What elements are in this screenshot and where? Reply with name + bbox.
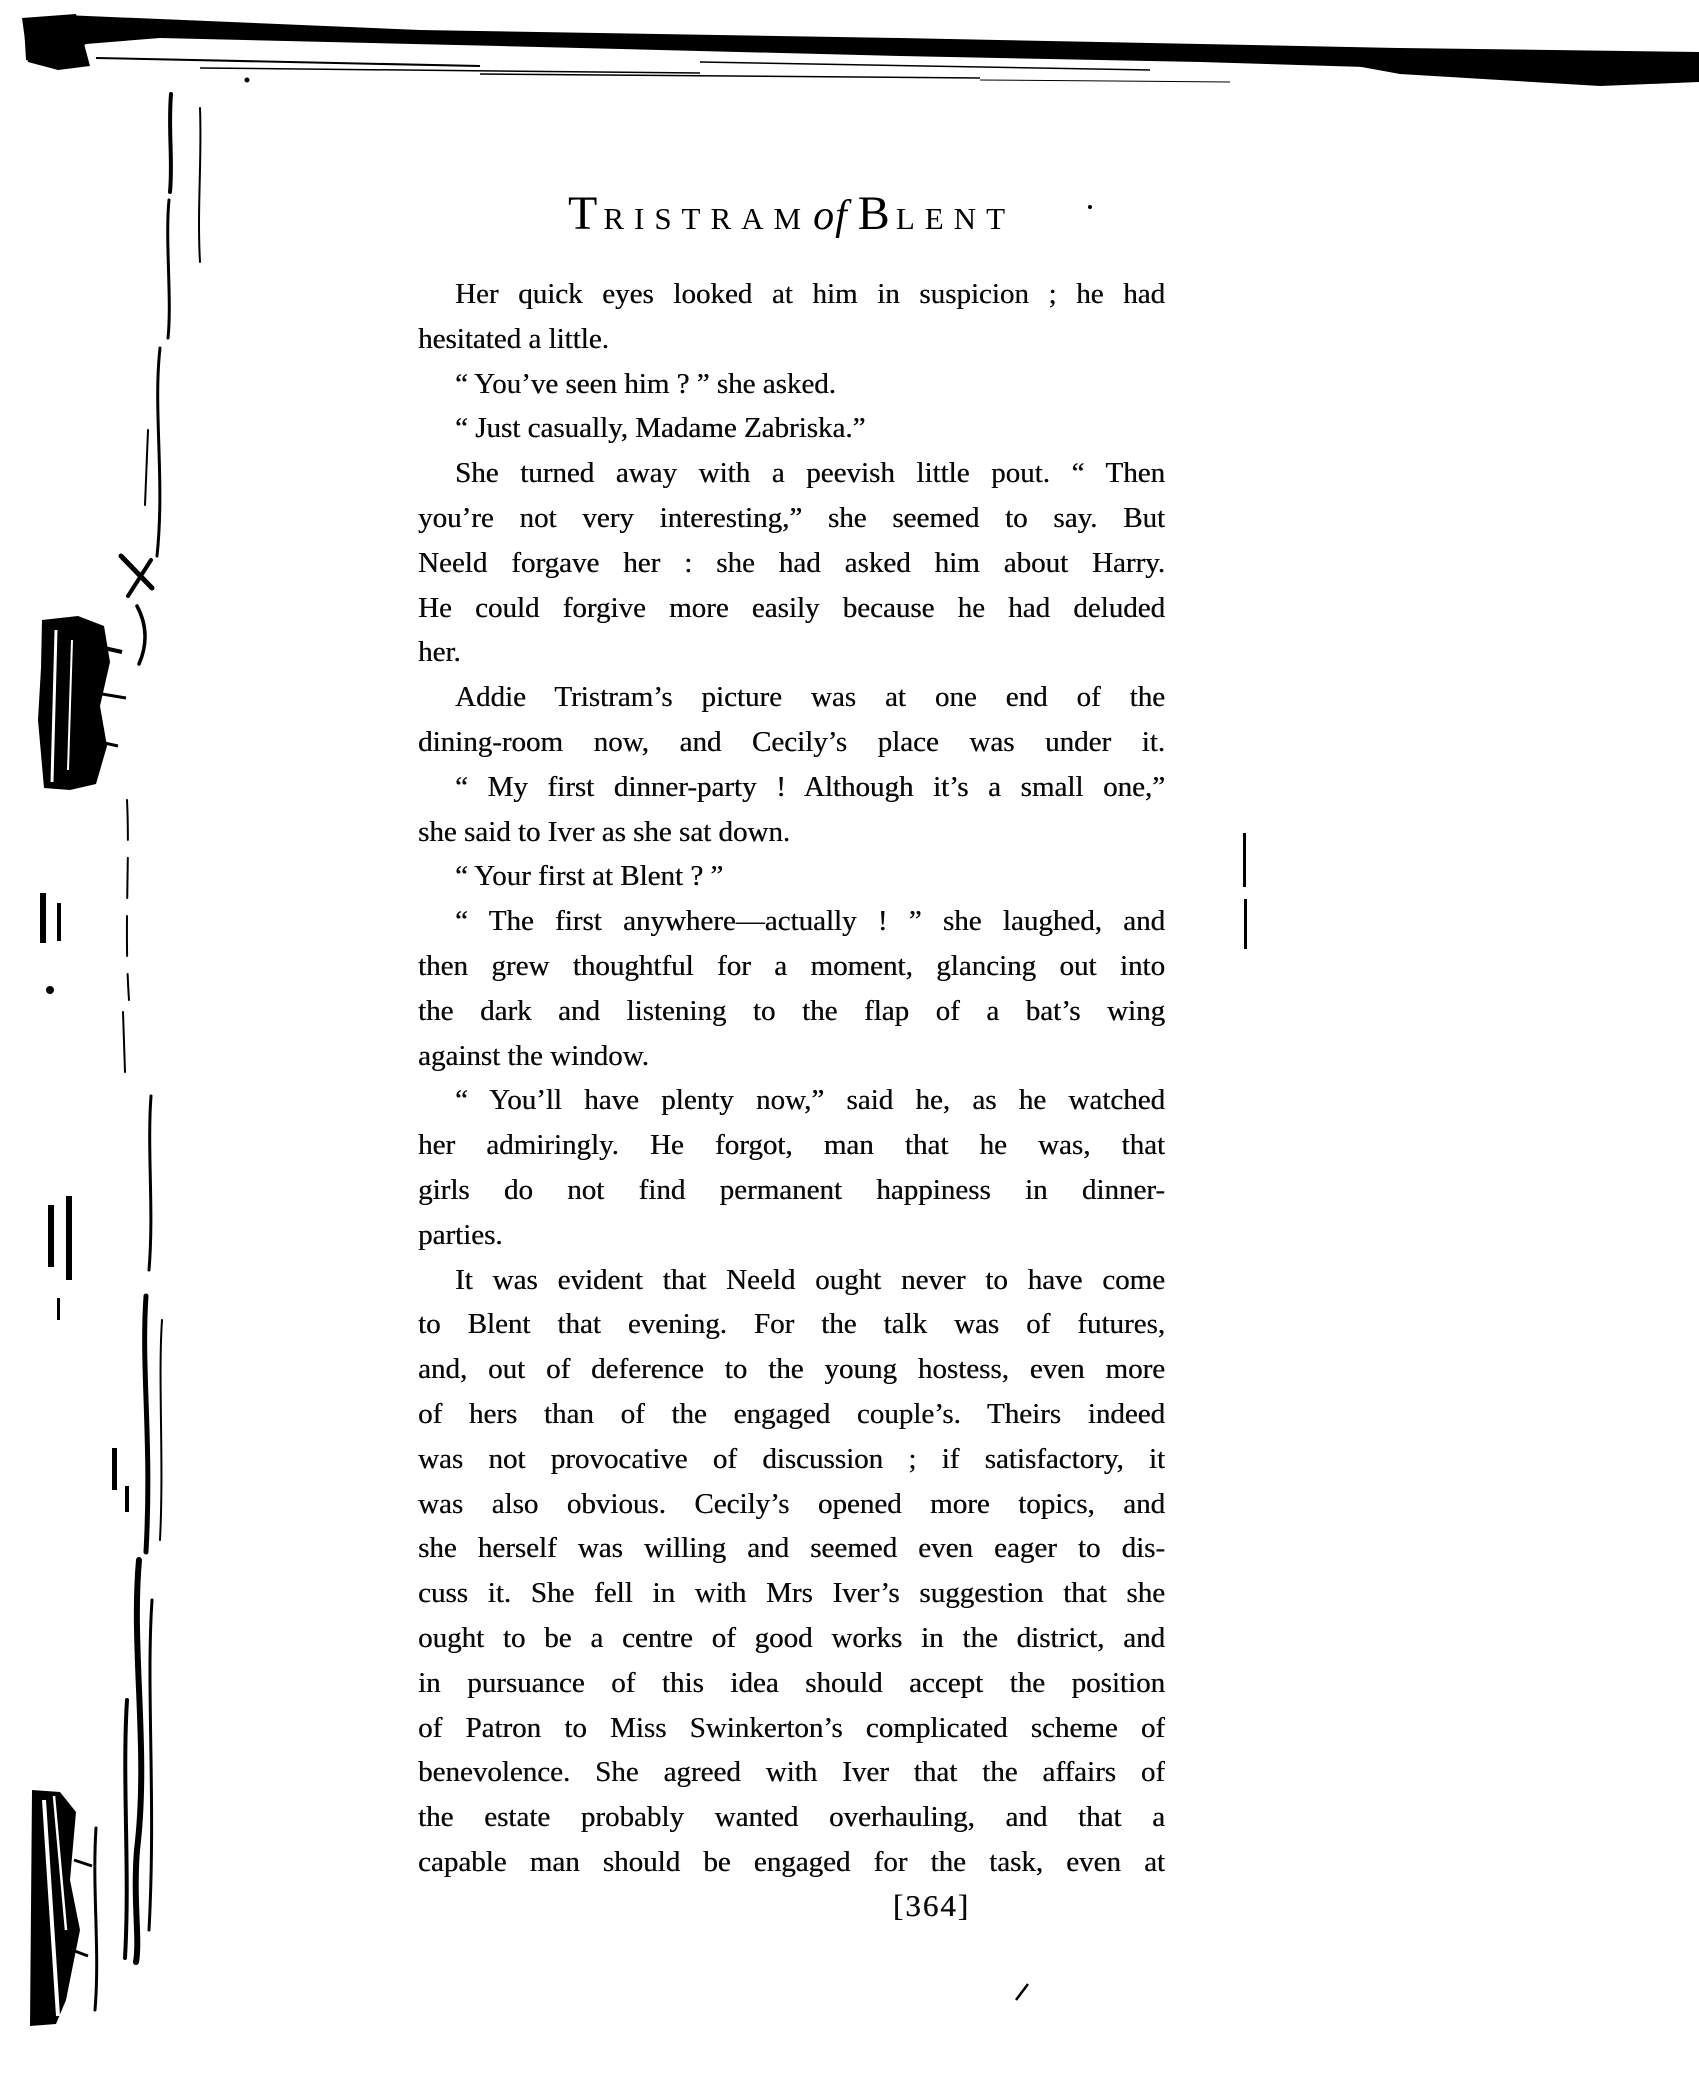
text-line-34: benevolence. She agreed with Iver that the affairs of [418, 1756, 1165, 1789]
text-line-19: “ You’ll have plenty now,” said he, as he watched [455, 1084, 1165, 1117]
title-word-blent: LENT [895, 201, 1016, 236]
text-line-20: her admiringly. He forgot, man that he was, that [418, 1129, 1165, 1162]
text-line-18: against the window. [418, 1039, 649, 1072]
scan-artifact-ink-blob-upper [38, 616, 126, 790]
page-title [418, 186, 1165, 241]
text-line-5: She turned away with a peevish little pout. “ Then [455, 457, 1165, 490]
text-line-22: parties. [418, 1218, 503, 1251]
title-word-of: of [813, 193, 848, 239]
text-line-4: “ Just casually, Madame Zabriska.” [455, 412, 866, 445]
text-line-36: capable man should be engaged for the task, even at [418, 1845, 1165, 1878]
text-line-29: she herself was willing and seemed even eager to dis- [418, 1532, 1165, 1565]
text-line-25: and, out of deference to the young hostess, even more [418, 1353, 1165, 1386]
text-line-7: Neeld forgave her : she had asked him about Harry. [418, 546, 1165, 579]
text-line-31: ought to be a centre of good works in the district, and [418, 1621, 1165, 1654]
text-line-24: to Blent that evening. For the talk was of futures, [418, 1308, 1165, 1341]
text-line-35: the estate probably wanted overhauling, and that a [418, 1801, 1165, 1834]
text-line-8: He could forgive more easily because he had deluded [418, 591, 1165, 624]
title-initial-t: T [567, 187, 604, 240]
text-line-26: of hers than of the engaged couple’s. Theirs indeed [418, 1397, 1165, 1430]
text-line-10: Addie Tristram’s picture was at one end of the [455, 681, 1165, 714]
text-line-21: girls do not find permanent happiness in dinner- [418, 1173, 1165, 1206]
text-line-14: “ Your first at Blent ? ” [455, 860, 724, 893]
text-line-32: in pursuance of this idea should accept the position [418, 1666, 1165, 1699]
text-line-13: she said to Iver as she sat down. [418, 815, 791, 848]
scan-artifact-left-gutter [95, 94, 201, 2010]
text-line-11: dining-room now, and Cecily’s place was under it. [418, 725, 1165, 758]
text-line-33: of Patron to Miss Swinkerton’s complicated scheme of [418, 1711, 1165, 1744]
text-line-17: the dark and listening to the flap of a bat’s wing [418, 994, 1165, 1027]
scan-artifact-bottom-slash [1016, 1984, 1028, 2000]
page-number: [364] [892, 1888, 971, 1923]
title-initial-b: B [857, 187, 896, 240]
scan-artifact-scratch-lines [96, 58, 1230, 82]
text-line-1: Her quick eyes looked at him in suspicion ; he had [455, 278, 1165, 310]
text-block [418, 272, 1165, 1885]
scan-artifact-ink-blob-lower [30, 1790, 92, 2026]
text-line-9: her. [418, 636, 461, 669]
text-line-30: cuss it. She fell in with Mrs Iver’s suggestion that she [418, 1577, 1165, 1610]
text-line-2: hesitated a little. [418, 322, 609, 355]
text-line-15: “ The first anywhere—actually ! ” she laughed, and [455, 905, 1165, 938]
text-line-23: It was evident that Neeld ought never to have come [455, 1263, 1165, 1296]
scan-artifact-right-mark [1243, 833, 1247, 949]
text-line-12: “ My first dinner-party ! Although it’s a small one,” [455, 770, 1165, 803]
text-line-6: you’re not very interesting,” she seemed to say. But [418, 501, 1165, 534]
text-line-27: was not provocative of discussion ; if satisfactory, it [418, 1442, 1165, 1475]
scan-artifact-top-band [22, 14, 1699, 86]
text-line-16: then grew thoughtful for a moment, glancing out into [418, 949, 1165, 982]
text-line-28: was also obvious. Cecily’s opened more topics, and [418, 1487, 1165, 1520]
text-line-3: “ You’ve seen him ? ” she asked. [455, 367, 836, 400]
title-word-tristram: RISTRAM [603, 201, 812, 236]
